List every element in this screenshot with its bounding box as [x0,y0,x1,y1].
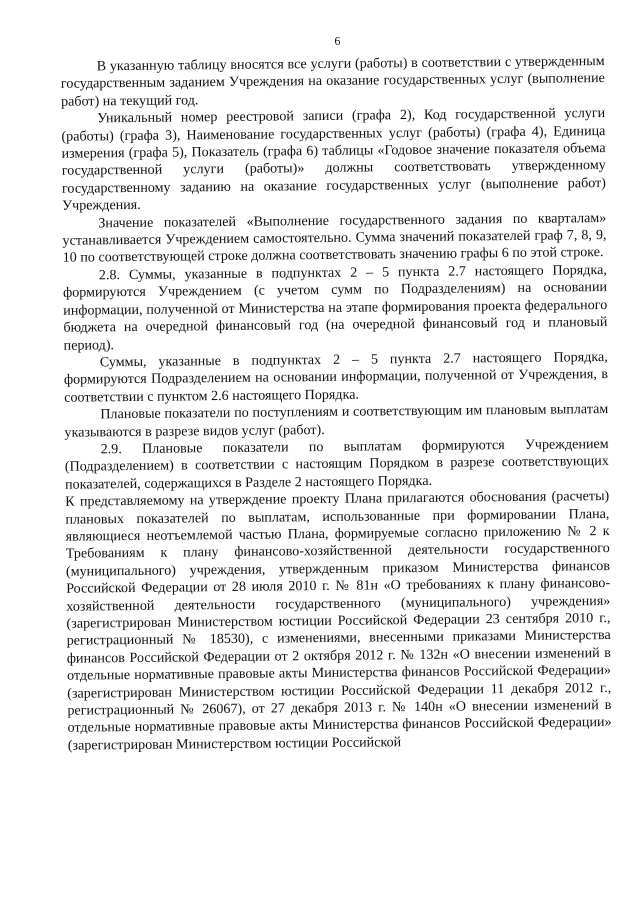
paragraph: Значение показателей «Выполнение государственного задания по кварталам» устанавливается Учреждением самостоятельно. Сумма значений показателей граф 7, 8, 9, 10 по соответствующей строке должна соответствовать значению графы 6 по этой строке. [62,209,607,267]
paragraph: Уникальный номер реестровой записи (графа 2), Код государственной услуги (работы) (графа 3), Наименование государственных услуг (работы) (графа 4), Единица измерения (графа 5), Показатель (графа 6) таблицы «Годовое значение показателя объема государственной услуги (работы)» должны соответствовать утвержденному государственному заданию на оказание государственных услуг (выполнение работ) Учреждения. [61,105,607,214]
paragraph: В указанную таблицу вносятся все услуги (работы) в соответствии с утвержденным государственным заданием Учреждения на оказание государственных услуг (выполнение работ) на текущий год. [60,53,605,110]
paragraph: Плановые показатели по поступлениям и соответствующим им плановым выплатам указываются в разрезе видов услуг (работ). [64,401,609,441]
document-body [61,53,612,755]
paragraph: 2.8. Суммы, указанные в подпунктах 2 – 5 пункта 2.7 настоящего Порядка, формируются Учреждением (с учетом сумм по Подразделениям) на основании информации, полученной от Министерства на этапе формирования проекта федерального бюджета на очередной финансовый год (на очередной финансовый год и плановый период). [62,261,608,354]
page-number: 6 [334,33,341,48]
paragraph: К представляемому на утверждение проекту Плана прилагаются обоснования (расчеты) плановых показателей по выплатам, использованные при формировании Плана, являющиеся неотъемлемой частью Плана, формируемые согласно приложению № 2 к Требованиям к плану финансово-хозяйственной деятельности государственного (муниципального) учреждения, утвержденным приказом Министерства финансов Российской Федерации от 28 июля 2010 г. № 81н «О требованиях к плану финансово-хозяйственной деятельности государственного (муниципального) учреждения» (зарегистрирован Министерством юстиции Российской Федерации 23 сентября 2010 г., регистрационный № 18530), с изменениями, внесенными приказами Министерства финансов Российской Федерации от 2 октября 2012 г. № 132н «О внесении изменений в отдельные нормативные правовые акты Министерства финансов Российской Федерации» (зарегистрирован Министерством юстиции Российской Федерации 11 декабря 2012 г., регистрационный № 26067), от 27 декабря 2013 г. № 140н «О внесении изменений в отдельные нормативные правовые акты Министерства финансов Российской Федерации» (зарегистрирован Министерством юстиции Российской [65,488,612,754]
paragraph: Суммы, указанные в подпунктах 2 – 5 пункта 2.7 настоящего Порядка, формируются Подразделением на основании информации, полученной от Учреждения, в соответствии с пунктом 2.6 настоящего Порядка. [63,348,609,406]
paragraph: 2.9. Плановые показатели по выплатам формируются Учреждением (Подразделением) в соответствии с настоящим Порядком в разрезе соответствующих показателей, содержащихся в Разделе 2 настоящего Порядка. [64,435,609,493]
